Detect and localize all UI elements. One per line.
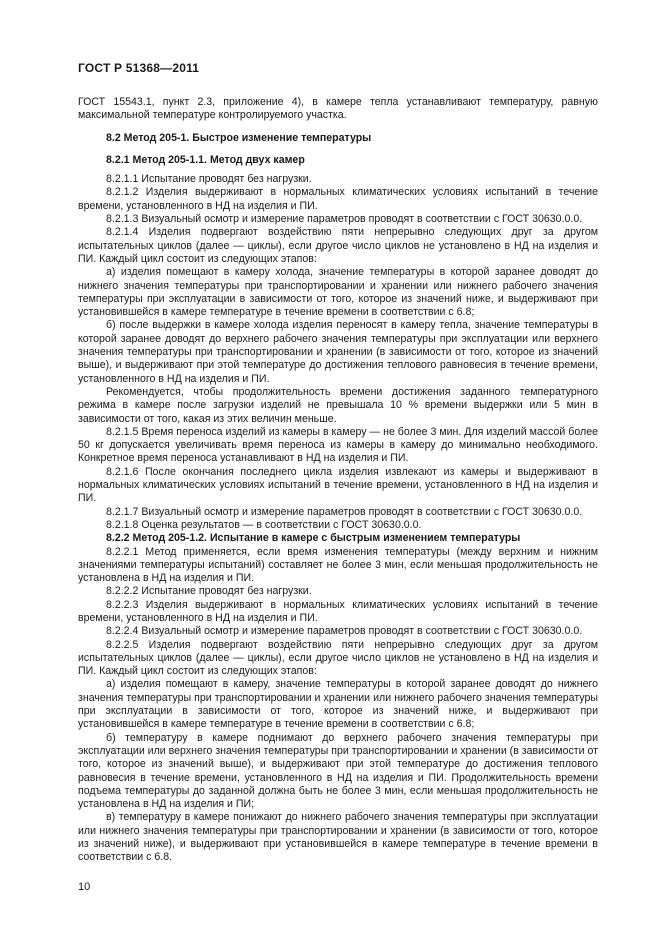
list-item-a: а) изделия помещают в камеру холода, значение температуры в которой заранее доводят до нижнего значения температуры при транспортировании и хранении или нижнего рабочего значения температуры при эксплуатации в зависимости от того, которое из значений ниже, и выдерживают при установившейся в камере температуре в течение времени в соответствии с 6.8; — [78, 266, 598, 319]
clause-8-2-1-6: 8.2.1.6 После окончания последнего цикла изделия извлекают из камеры и выдерживают в нормальных климатических условиях испытаний в течение времени, установленного в НД на изделия и ПИ. — [78, 465, 598, 505]
list-item-b: б) после выдержки в камере холода изделия переносят в камеру тепла, значение температуры в которой заранее доводят до верхнего рабочего значения температуры при эксплуатации или верхнего значения температуры при транспортировании и хранении (в зависимости от того, которое из значений выше), и выдерживают при этой температуре до достижения теплового равновесия в течение времени, установленного в НД на изделия и ПИ. — [78, 319, 598, 385]
page-number: 10 — [78, 881, 91, 893]
list-item-b-2: б) температуру в камере поднимают до верхнего рабочего значения температуры при эксплуатации или верхнего значения температуры при транспортировании и хранении (в зависимости от того, которое из значений выше), и выдерживают при этой температуре до достижения теплового равновесия в течение времени, установленного в НД на изделия и ПИ. Продолжительность времени подъема температуры до заданной должна быть не более 3 мин, если меньшая продолжительность не установлена в НД на изделия и ПИ; — [78, 731, 598, 811]
list-item-a-2: а) изделия помещают в камеру, значение температуры в которой заранее доводят до нижнего значения температуры при транспортировании и хранении или нижнего рабочего значения температуры при эксплуатации в зависимости от того, которое из значений ниже, и выдерживают при установившейся в камере температуре в течение времени в соответствии с 6.8; — [78, 678, 598, 731]
clause-8-2-1-4: 8.2.1.4 Изделия подвергают воздействию пяти непрерывно следующих друг за другом испытательных циклов (далее — циклы), если другое число циклов не установлено в НД на изделия и ПИ. Каждый цикл состоит из следующих этапов: — [78, 226, 598, 265]
clause-8-2-1-5: 8.2.1.5 Время переноса изделий из камеры в камеру — не более 3 мин. Для изделий массой более 50 кг допускается увеличивать время переноса из камеры в камеру до минимально необходимого. Конкретное время переноса устанавливают в НД на изделия и ПИ. — [78, 425, 598, 465]
subsection-heading-8-2-1: 8.2.1 Метод 205-1.1. Метод двух камер — [106, 153, 305, 166]
section-heading-8-2: 8.2 Метод 205-1. Быстрое изменение температуры — [106, 131, 372, 144]
document-header: ГОСТ Р 51368—2011 — [78, 61, 200, 75]
clause-8-2-2-3: 8.2.2.3 Изделия выдерживают в нормальных климатических условиях испытаний в течение времени, установленного в НД на изделия и ПИ. — [78, 598, 598, 624]
recommendation-paragraph: Рекомендуется, чтобы продолжительность времени достижения заданного температурного режима в камере после загрузки изделий не превышала 10 % времени выдержки или 5 мин в зависимости от того, какая из этих величин меньше. — [78, 385, 598, 425]
clause-8-2-1-8: 8.2.1.8 Оценка результатов — в соответствии с ГОСТ 30630.0.0. — [106, 518, 422, 531]
clause-8-2-2-1: 8.2.2.1 Метод применяется, если время изменения температуры (между верхним и нижним значениями температуры испытаний) составляет не более 3 мин, если меньшая продолжительность не установлена в НД на изделия и ПИ. — [78, 545, 598, 585]
clause-8-2-2-4: 8.2.2.4 Визуальный осмотр и измерение параметров проводят в соответствии с ГОСТ 30630.0.0. — [106, 625, 583, 638]
subsection-heading-8-2-2: 8.2.2 Метод 205-1.2. Испытание в камере с быстрым изменением температуры — [106, 532, 521, 545]
clause-8-2-2-2: 8.2.2.2 Испытание проводят без нагрузки. — [106, 585, 312, 598]
clause-8-2-1-1: 8.2.1.1 Испытание проводят без нагрузки. — [106, 173, 312, 186]
clause-8-2-1-7: 8.2.1.7 Визуальный осмотр и измерение параметров проводят в соответствии с ГОСТ 30630.0.0. — [106, 505, 583, 518]
clause-8-2-1-2: 8.2.1.2 Изделия выдерживают в нормальных климатических условиях испытаний в течение времени, установленного в НД на изделия и ПИ. — [78, 186, 598, 212]
clause-8-2-1-3: 8.2.1.3 Визуальный осмотр и измерение параметров проводят в соответствии с ГОСТ 30630.0.0. — [106, 213, 583, 226]
list-item-c-2: в) температуру в камере понижают до нижнего рабочего значения температуры при эксплуатации или нижнего значения температуры при транспортировании и хранении (в зависимости от того, которое из значений ниже), и выдерживают при установившейся в камере температуре в течение времени в соответствии с 6.8. — [78, 811, 598, 864]
document-body — [78, 96, 598, 865]
paragraph-continuation: ГОСТ 15543.1, пункт 2.3, приложение 4), в камере тепла устанавливают температуру, равную максимальной температуре контролируемого участка. — [78, 96, 598, 122]
clause-8-2-2-5: 8.2.2.5 Изделия подвергают воздействию пяти непрерывно следующих друг за другом испытательных циклов (далее — циклы), если другое число циклов не установлено в НД на изделия и ПИ. Каждый цикл состоит из следующих этапов: — [78, 638, 598, 678]
